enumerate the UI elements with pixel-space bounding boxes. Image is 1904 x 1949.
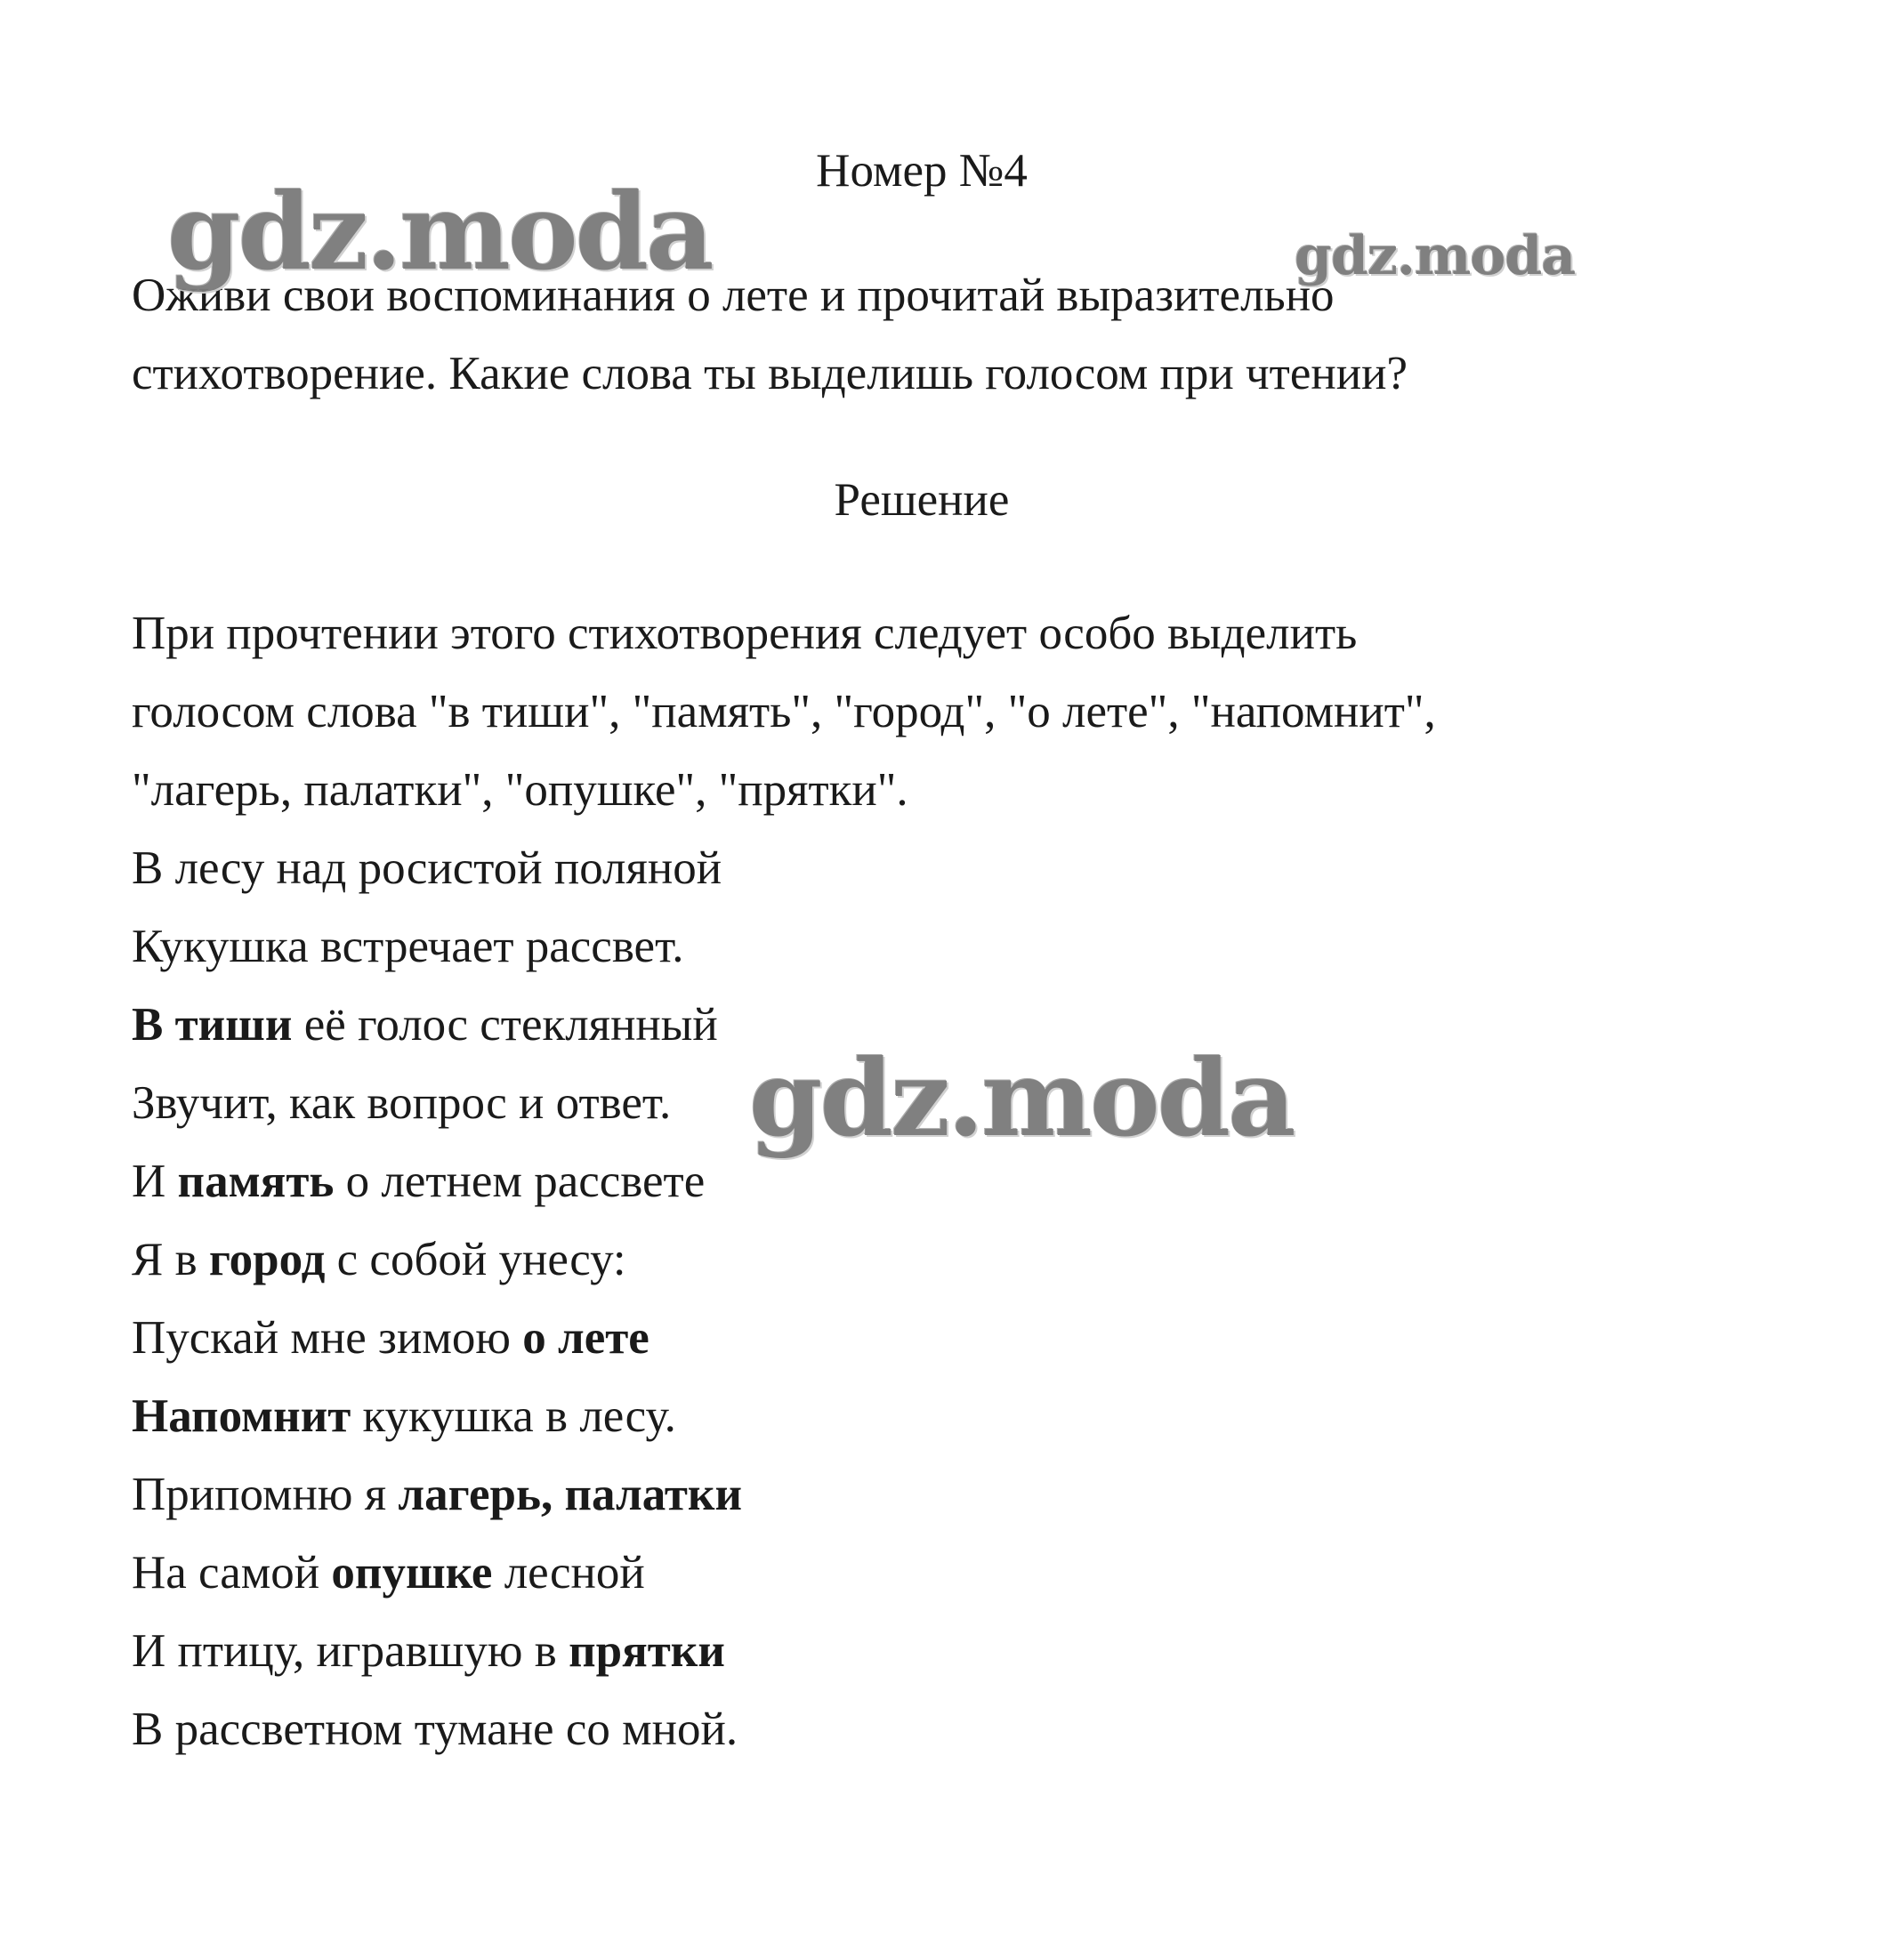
poem-text: Припомню я	[132, 1469, 399, 1520]
poem-line-4: Звучит, как вопрос и ответ.	[132, 1077, 672, 1129]
poem-text: И птицу, игравшую в	[132, 1625, 569, 1677]
poem-text: лесной	[492, 1547, 645, 1599]
watermark-logo: gdz.moda	[749, 1036, 1294, 1160]
highlight-word: прятки	[569, 1625, 725, 1677]
highlight-word: В тиши	[132, 999, 293, 1051]
solution-intro-line-3: "лагерь, палатки", "опушке", "прятки".	[132, 764, 908, 816]
poem-line-10	[132, 1544, 645, 1601]
poem-line-12: В рассветном тумане со мной.	[132, 1703, 738, 1755]
poem-text: Пускай мне зимою	[132, 1312, 523, 1364]
watermark-logo: gdz.moda	[1295, 225, 1576, 287]
poem-text: кукушка в лесу.	[351, 1390, 676, 1442]
poem-line-3	[132, 996, 718, 1053]
highlight-word: город	[208, 1234, 326, 1285]
poem-line-11	[132, 1623, 725, 1679]
poem-text: На самой	[132, 1547, 332, 1599]
poem-text: И	[132, 1156, 178, 1207]
solution-intro-line-2: голосом слова "в тиши", "память", "город", "о лете", "напомнит",	[132, 686, 1436, 737]
poem-line-6	[132, 1231, 626, 1288]
poem-line-9	[132, 1466, 742, 1523]
solution-intro-line-1: При прочтении этого стихотворения следует особо выделить	[132, 608, 1358, 659]
poem-line-2: Кукушка встречает рассвет.	[132, 921, 684, 972]
task-text-line-2: стихотворение. Какие слова ты выделишь голосом при чтении?	[132, 348, 1408, 399]
task-text-line-1: Оживи свои воспоминания о лете и прочитай выразительно	[132, 270, 1335, 321]
highlight-word: память	[177, 1156, 335, 1207]
highlight-word: о лете	[522, 1312, 649, 1364]
poem-text: её голос стеклянный	[292, 999, 718, 1051]
poem-text: с собой унесу:	[325, 1234, 626, 1285]
highlight-word: Напомнит	[132, 1390, 351, 1442]
poem-line-5	[132, 1153, 705, 1210]
poem-line-8	[132, 1388, 676, 1445]
poem-text: Я в	[132, 1234, 209, 1285]
poem-text: о летнем рассвете	[334, 1156, 706, 1207]
highlight-word: лагерь, палатки	[398, 1469, 742, 1520]
watermark-logo: gdz.moda	[167, 170, 712, 294]
solution-heading: Решение	[834, 474, 1010, 526]
poem-line-1: В лесу над росистой поляной	[132, 842, 722, 894]
page-title: Номер №4	[816, 145, 1028, 197]
poem-line-7	[132, 1309, 649, 1366]
highlight-word: опушке	[331, 1547, 493, 1599]
